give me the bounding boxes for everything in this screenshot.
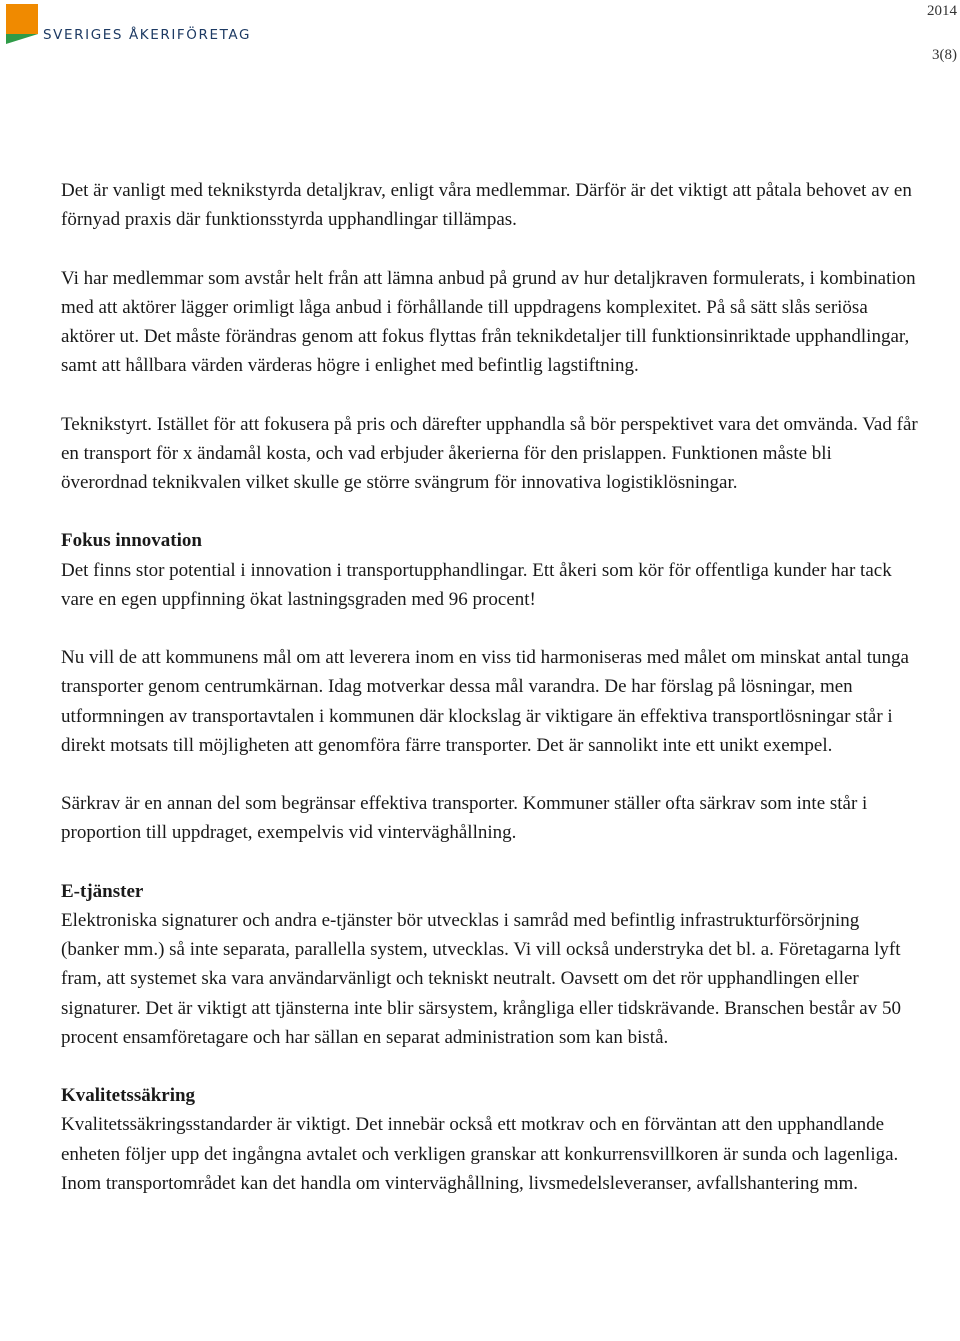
heading-kvalitet: Kvalitetssäkring (61, 1085, 196, 1107)
heading-etjanster: E-tjänster (61, 880, 144, 902)
company-logo (6, 4, 251, 44)
paragraph-4: Det finns stor potential i innovation i transportupphandlingar. Ett åkeri som kör för offentliga kunder har tack vare en egen uppfinning ökat lastningsgraden med 96 procent! (61, 559, 892, 610)
logo-text: SVERIGES ÅKERIFÖRETAG (43, 27, 252, 43)
logo-mark-icon (6, 4, 38, 44)
heading-innovation: Fokus innovation (61, 530, 202, 552)
document-year: 2014 (927, 3, 957, 19)
section-etjanster (61, 877, 921, 1052)
document-body (61, 176, 921, 1227)
section-kvalitet (61, 1081, 921, 1198)
paragraph-3: Teknikstyrt. Istället för att fokusera på pris och därefter upphandla så bör perspektivet vara det omvända. Vad får en transport för x ändamål kosta, och vad erbjuder åkerierna för den prislappen. Funktionen måste bli överordnad teknikvalen vilket skulle ge större svängrum för innovativa logistiklösningar. (61, 413, 918, 493)
paragraph-2: Vi har medlemmar som avstår helt från att lämna anbud på grund av hur detaljkraven formulerats, i kombination med att aktörer lägger orimligt låga anbud i förhållande till uppdragens komplexitet. På så sätt slås seriösa aktörer ut. Det måste förändras genom att fokus flyttas från teknikdetaljer till funktionsinriktade upphandlingar, samt att hållbara värden värderas högre i enlighet med befintlig lagstiftning. (61, 267, 916, 377)
paragraph-5: Nu vill de att kommunens mål om att leverera inom en viss tid harmoniseras med målet om minskat antal tunga transporter genom centrumkärnan. Idag motverkar dessa mål varandra. De har förslag på lösningar, men utformningen av transportavtalen i kommunen där klockslag är viktigare än effektiva transportlösningar står i direkt motsats till möjligheten att genomföra färre transporter. Det är sannolikt inte ett unikt exempel. (61, 647, 909, 756)
page-number: 3(8) (932, 47, 957, 63)
page-header (0, 0, 960, 63)
paragraph-6: Särkrav är en annan del som begränsar effektiva transporter. Kommuner ställer ofta särkrav som inte står i proportion till uppdraget, exempelvis vid vinterväghållning. (61, 793, 868, 844)
section-innovation (61, 526, 921, 614)
paragraph-1: Det är vanligt med teknikstyrda detaljkrav, enligt våra medlemmar. Därför är det viktigt att påtala behovet av en förnyad praxis där funktionsstyrda upphandlingar tillämpas. (61, 180, 912, 231)
paragraph-7: Elektroniska signaturer och andra e-tjänster bör utvecklas i samråd med befintlig infrastrukturförsörjning (banker mm.) så inte separata, parallella system, utvecklas. Vi vill också understryka det bl. a. Företagarna lyft fram, att systemet ska vara användarvänligt och tekniskt neutralt. Oavsett om det rör upphandlingen eller signaturer. Det är viktigt att tjänsterna inte blir särsystem, krångliga eller tidskrävande. Branschen består av 50 procent ensamföretagare och har sällan en separat administration som kan bistå. (61, 909, 901, 1048)
paragraph-8: Kvalitetssäkringsstandarder är viktigt. Det innebär också ett motkrav och en förväntan att den upphandlande enheten följer upp det ingångna avtalet och verkligen granskar att konkurrensvillkoren är sunda och lagenliga. Inom transportområdet kan det handla om vinterväghållning, livsmedelsleveranser, avfallshantering mm. (61, 1114, 899, 1194)
